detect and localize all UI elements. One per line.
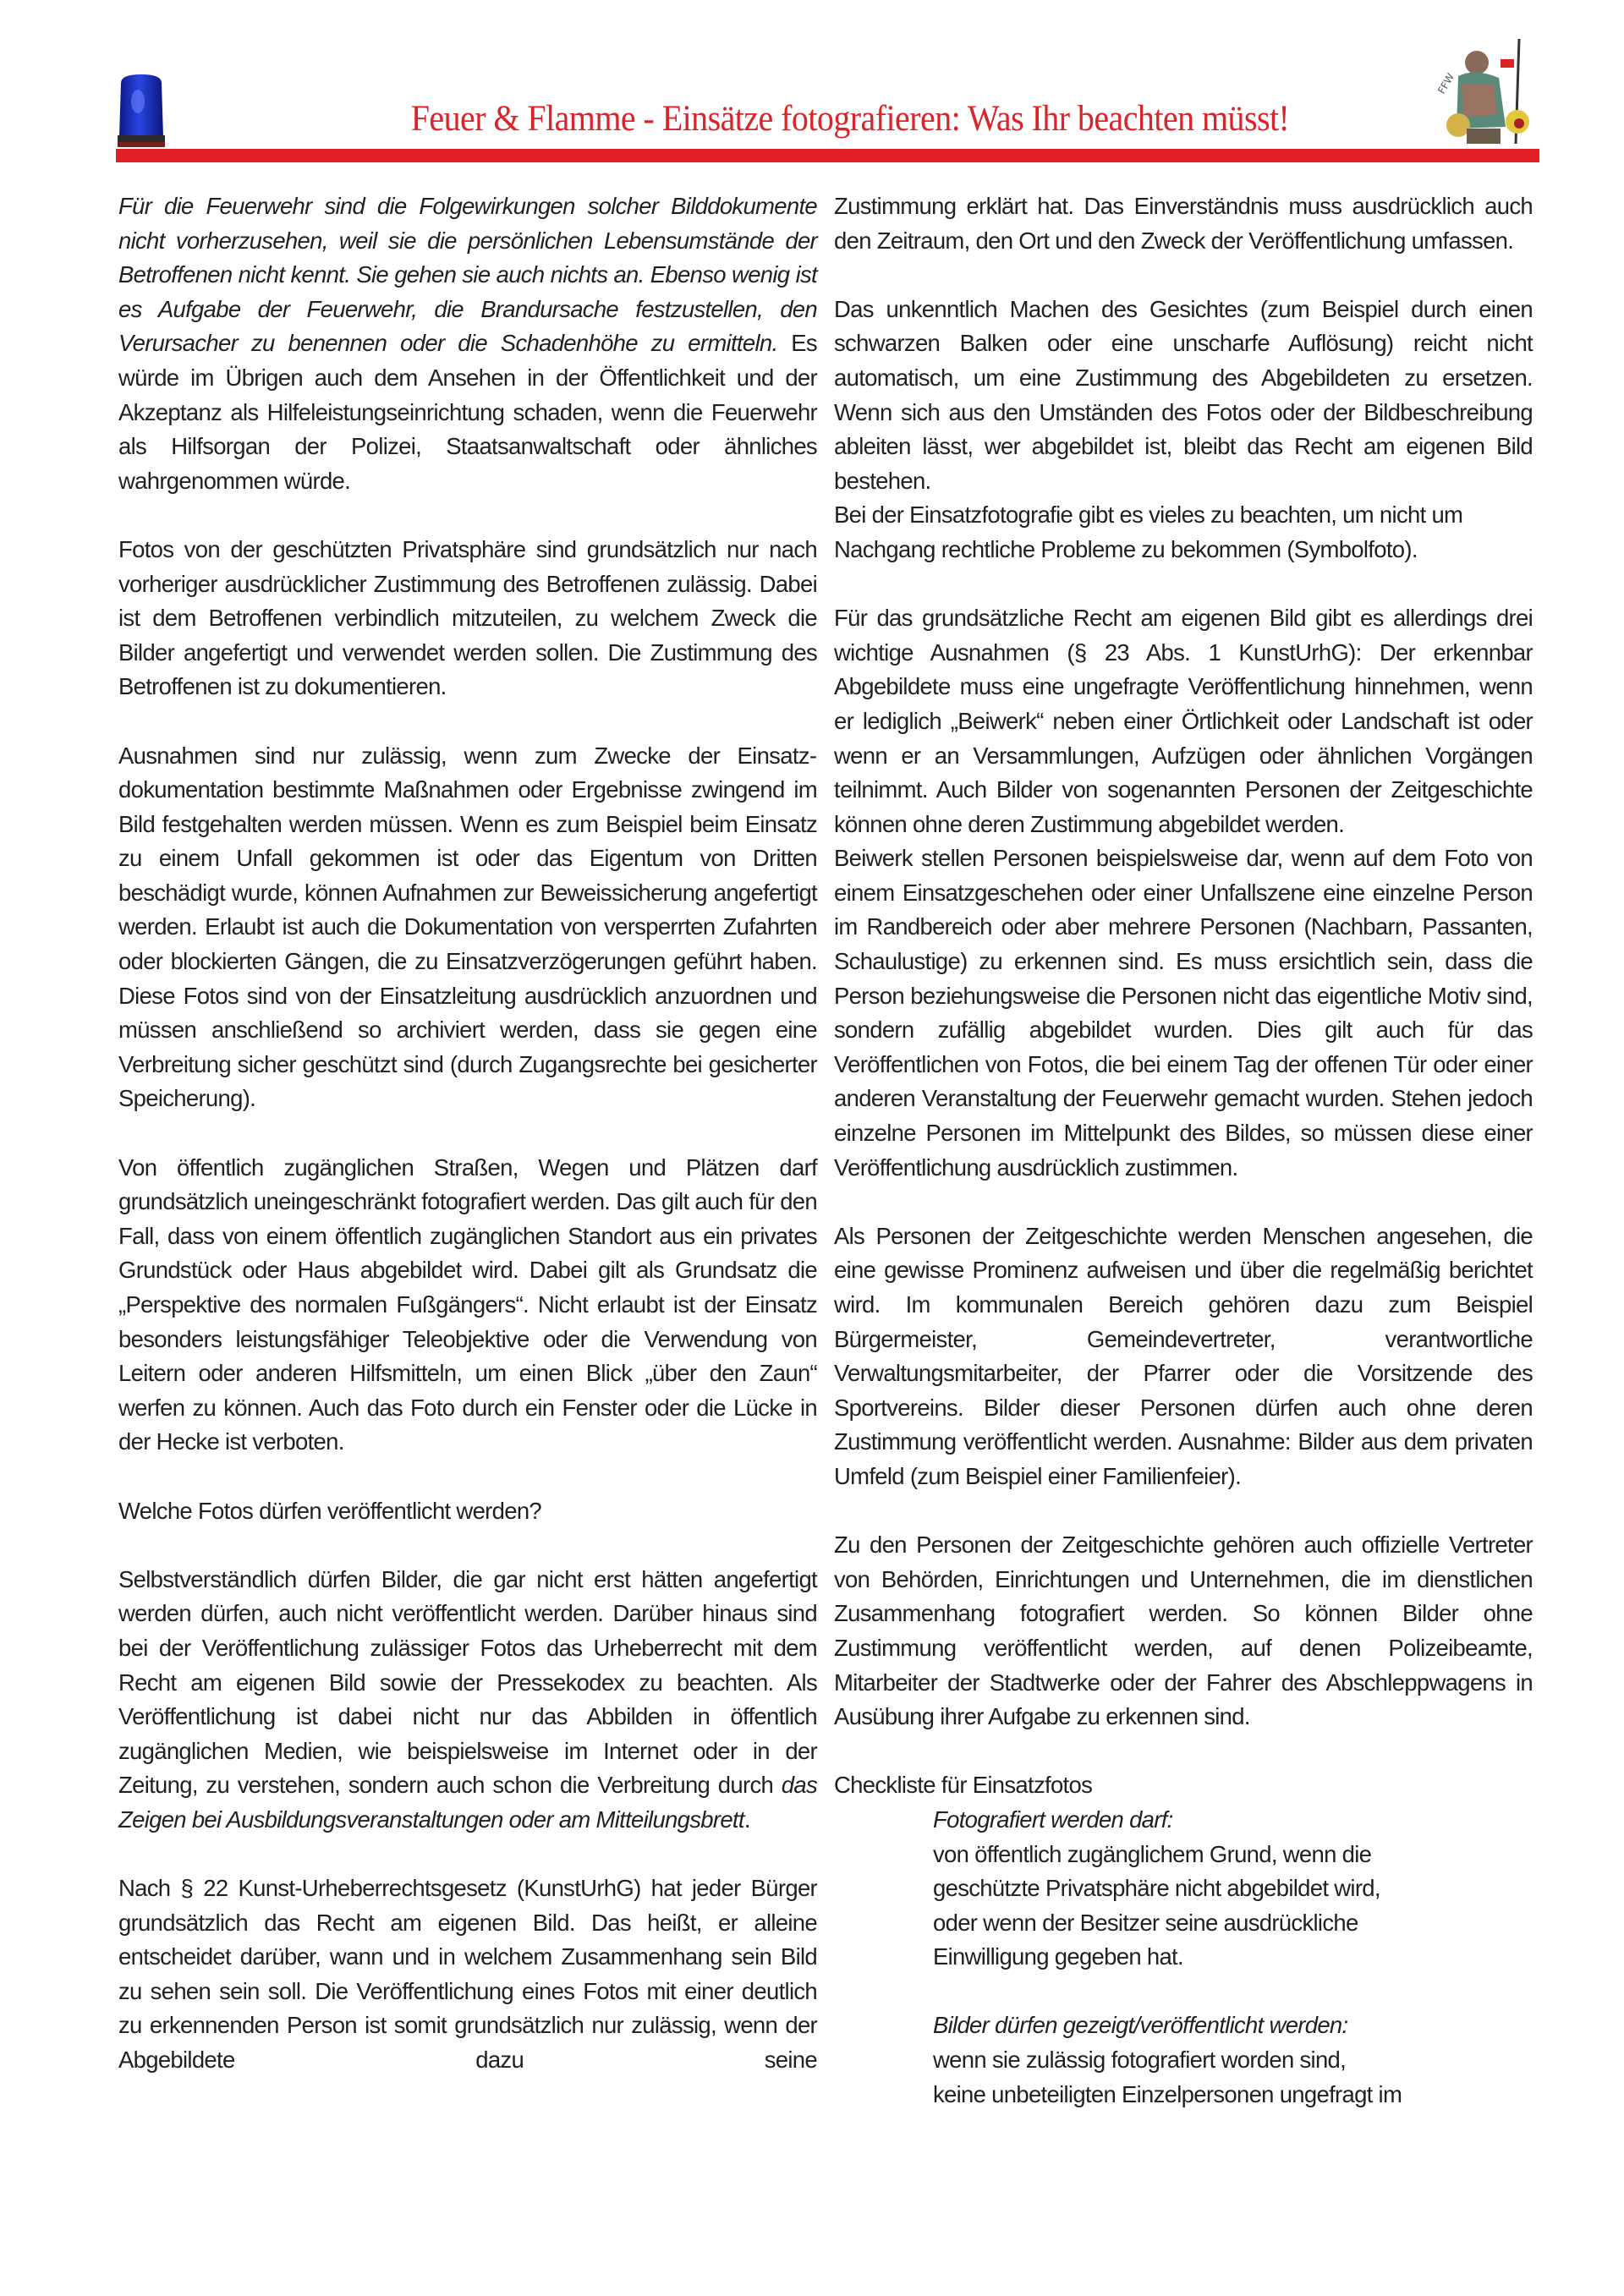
paragraph-contemporary-figures: Als Personen der Zeitgeschichte werden Menschen angesehen, die eine gewisse Prominenz aufweisen und über die regelmäßig berichtet wird. Im kommunalen Bereich gehören dazu zum Beispiel Bürgermeister, Gemeindevertreter, verantwortliche Verwaltungsmitarbeiter, der Pfarrer oder die Vorsitzende des Sportvereins. Bilder dieser Personen dürfen auch ohne deren Zustimmung veröffentlicht werden. Ausnahme: Bilder aus dem privaten Umfeld (zum Beispiel einer Familienfeier). [834, 1222, 1533, 1489]
italic-text: das Zeigen bei Ausbildungsveranstaltungen oder am Mitteilungsbrett [118, 1772, 817, 1833]
checklist-section-heading: Bilder dürfen gezeigt/veröffentlicht werden: [933, 2012, 1348, 2039]
checklist-line: von öffentlich zugänglichem Grund, wenn die [933, 1840, 1372, 1867]
regular-text: Selbstverständlich dürfen Bilder, die gar nicht erst hätten angefertigt werden dürfen, auch nicht veröffentlicht werden. Darüber hinaus sind bei der Veröffentlichung zulässiger Fotos das Urheberrecht mit dem Recht am eigenen Bild sowie der Pressekodex zu beachten. Als Veröffentlichung ist dabei nicht nur das Abbilden in öffentlich zugänglichen Medien, wie beispielsweise im Internet oder in der Zeitung, zu verstehen, sondern auch schon die Verbreitung durch [118, 1565, 817, 1799]
section-heading: Welche Fotos dürfen veröffentlicht werden? [118, 1497, 542, 1524]
image-caption: Bei der Einsatzfotografie gibt es vieles zu beachten, um nicht um Nachgang rechtliche Probleme zu bekommen (Symbolfoto). [834, 501, 1463, 562]
left-column [118, 189, 817, 2078]
regular-text: . [743, 1806, 750, 1833]
svg-text:FFW: FFW [1435, 71, 1457, 96]
checklist [834, 1768, 1533, 2112]
checklist-section-heading: Fotografiert werden darf: [933, 1806, 1173, 1833]
paragraph-three-exceptions: Für das grundsätzliche Recht am eigenen Bild gibt es allerdings drei wichtige Ausnahmen (§ 23 Abs. 1 KunstUrhG): Der erkennbar Abgebildete muss eine ungefragte Veröffentlichung hinnehmen, wenn er lediglich „Beiwerk“ neben einer Örtlichkeit oder Landschaft ist oder wenn er an Versammlungen, Aufzügen oder ähnlichen Vorgängen teilnimmt. Auch Bilder von sogenannten Personen der Zeitgeschichte können ohne deren Zustimmung abgebildet werden. [834, 605, 1533, 837]
spacer [834, 1975, 1533, 2009]
paragraph-beiwerk: Beiwerk stellen Personen beispielsweise dar, wenn auf dem Foto von einem Einsatzgeschehen oder einer Unfallszene eine einzelne Person im Randbereich oder aber mehrere Personen (Nachbarn, Passanten, Schaulustige) zu erkennen sind. Es muss ersichtlich sein, dass die Person beziehungsweise die Personen nicht das eigentliche Motiv sind, sondern zufällig abgebildet wurden. Dies gilt auch für das Veröffentlichen von Fotos, die bei einem Tag der offenen Tür oder einer anderen Veranstaltung der Feuerwehr gemacht wurden. Stehen jedoch einzelne Personen im Mittelpunkt des Bildes, so müssen diese einer Veröffentlichung ausdrücklich zustimmen. [834, 845, 1533, 1181]
paragraph-consequences [118, 189, 817, 498]
checklist-title: Checkliste für Einsatzfotos [834, 1772, 1093, 1799]
right-column [834, 189, 1533, 2112]
firefighter-mascot-icon [1424, 34, 1541, 149]
checklist-line: oder wenn der Besitzer seine ausdrückliche [933, 1909, 1358, 1936]
blue-emergency-light-icon [116, 71, 167, 149]
checklist-line: Einwilligung gegeben hat. [933, 1943, 1183, 1970]
paragraph-blurring: Das unkenntlich Machen des Gesichtes (zum Beispiel durch einen schwarzen Balken oder eine unscharfe Auflösung) reicht nicht automatisch, um eine Zustimmung des Abgebildeten zu ersetzen. Wenn sich aus den Umständen des Fotos oder der Bildbeschreibung ableiten lässt, wer abgebildet ist, bleibt das Recht am eigenen Bild bestehen. [834, 295, 1533, 494]
paragraph-private-sphere: Fotos von der geschützten Privatsphäre sind grundsätzlich nur nach vorheriger ausdrücklicher Zustimmung des Betroffenen zulässig. Dabei ist dem Betroffenen verbindlich mitzuteilen, zu welchem Zweck die Bilder angefertigt und verwendet werden sollen. Die Zustimmung des Betroffenen ist zu dokumentieren. [118, 535, 817, 700]
paragraph-consent: Zustimmung erklärt hat. Das Einverständnis muss ausdrücklich auch den Zeitraum, den Ort und den Zweck der Veröffentlichung umfassen. [834, 193, 1533, 254]
paragraph-officials: Zu den Personen der Zeitgeschichte gehören auch offizielle Vertreter von Behörden, Einrichtungen und Unternehmen, die im dienstlichen Zusammenhang fotografiert werden. So können Bilder ohne Zustimmung veröffentlicht werden, auf denen Polizeibeamte, Mitarbeiter der Stadtwerke oder der Fahrer des Abschleppwagens in Ausübung ihrer Aufgabe zu erkennen sind. [834, 1532, 1533, 1730]
page-header [0, 0, 1624, 169]
paragraph-kunsturhg: Nach § 22 Kunst-Urheberrechtsgesetz (KunstUrhG) hat jeder Bürger grundsätzlich das Recht am eigenen Bild. Das heißt, er alleine entscheidet darüber, wann und in welchem Zusammenhang sein Bild zu sehen sein soll. Die Veröffentlichung eines Fotos mit einer deutlich zu erkennenden Person ist somit grundsätzlich nur zulässig, wenn der Abgebildete dazu seine [118, 1875, 817, 2074]
page-title: Feuer & Flamme - Einsätze fotografieren: Was Ihr beachten müsst! [410, 99, 1290, 139]
checklist-line: wenn sie zulässig fotografiert worden sind, [933, 2047, 1347, 2074]
paragraph-public-streets: Von öffentlich zugänglichen Straßen, Wegen und Plätzen darf grundsätzlich uneingeschränkt fotografiert werden. Das gilt auch für den Fall, dass von einem öffentlich zugänglichen Standort aus ein privates Grundstück oder Haus abgebildet wird. Dabei gilt als Grundsatz die „Perspektive des normalen Fußgängers“. Nicht erlaubt ist der Einsatz besonders leistungsfähiger Teleobjektive oder die Verwendung von Leitern oder anderen Hilfsmitteln, um einen Blick „über den Zaun“ werfen zu können. Auch das Foto durch ein Fenster oder die Lücke in der Hecke ist verboten. [118, 1153, 817, 1455]
regular-text: Es würde im Übrigen auch dem Ansehen in der Öffentlichkeit und der Akzeptanz als Hilfeleistungseinrichtung schaden, wenn die Feuerwehr als Hilfsorgan der Polizei, Staatsanwaltschaft oder ähnliches wahrgenommen würde. [118, 330, 817, 494]
checklist-line: keine unbeteiligten Einzelpersonen ungefragt im [933, 2080, 1402, 2107]
checklist-line: geschützte Privatsphäre nicht abgebildet wird, [933, 1875, 1380, 1902]
italic-text: Für die Feuerwehr sind die Folgewirkungen solcher Bilddokumente nicht vorherzusehen, weil sie die persönlichen Lebensumstände der Betroffenen nicht kennt. Sie gehen sie auch nichts an. Ebenso wenig ist es Aufgabe der Feuerwehr, die Brandursache festzustellen, den Verursacher zu benennen oder die Schadenhöhe zu ermitteln. [118, 193, 817, 357]
header-red-bar [116, 149, 1539, 162]
paragraph-exceptions: Ausnahmen sind nur zulässig, wenn zum Zwecke der Einsatzdokumentation bestimmte Maßnahmen oder Ergebnisse zwingend im Bild festgehalten werden müssen. Wenn es zum Beispiel beim Einsatz zu einem Unfall gekommen ist oder das Eigentum von Dritten beschädigt wurde, können Aufnahmen zur Beweissicherung angefertigt werden. Erlaubt ist auch die Dokumentation von versperrten Zufahrten oder blockierten Gängen, die zu Einsatzverzögerungen geführt haben. Diese Fotos sind von der Einsatzleitung ausdrücklich anzuordnen und müssen anschließend so archiviert werden, dass sie gegen eine Verbreitung sicher geschützt sind (durch Zugangsrechte bei gesicherter Speicherung). [118, 742, 817, 1112]
paragraph-publication [118, 1563, 817, 1838]
